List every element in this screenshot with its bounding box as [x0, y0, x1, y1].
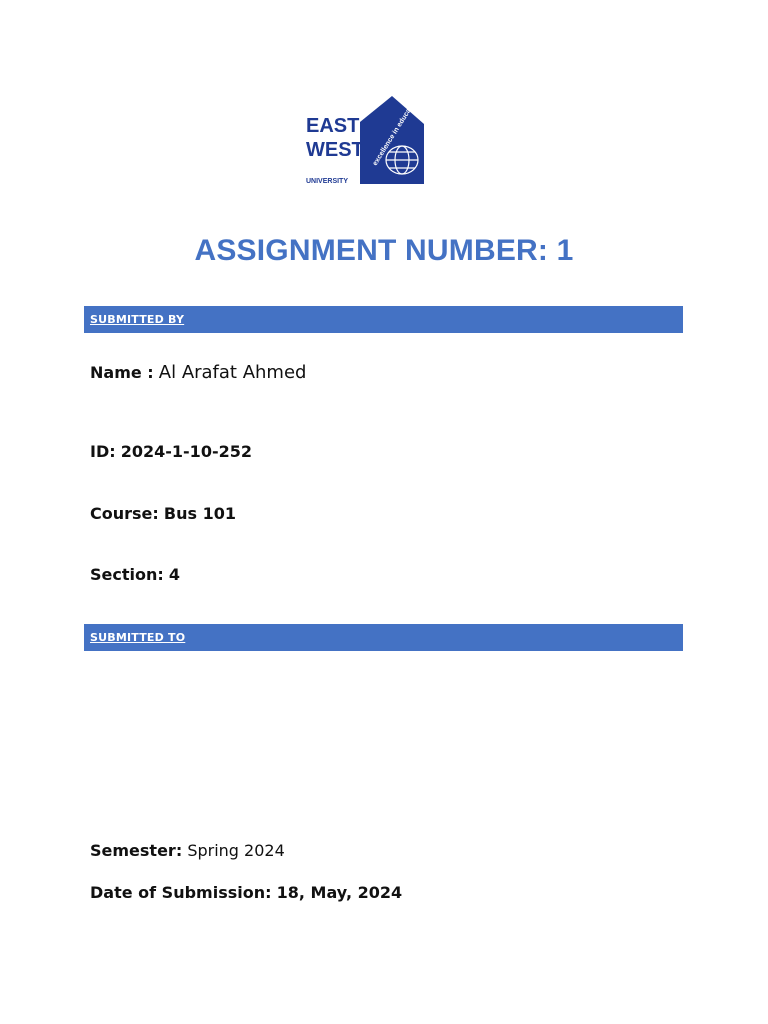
name-label: Name :	[90, 363, 154, 382]
university-logo	[306, 94, 446, 188]
course-label: Course:	[90, 504, 159, 523]
date-label: Date of Submission:	[90, 883, 272, 902]
id-field	[90, 442, 252, 461]
submitted-to-band	[84, 624, 683, 651]
id-label: ID:	[90, 442, 116, 461]
section-label: Section:	[90, 565, 164, 584]
name-value: Al Arafat Ahmed	[158, 362, 307, 383]
logo-west-text: WEST	[306, 139, 364, 161]
logo-graphic	[306, 94, 446, 188]
logo-tagline-text: excellence in education	[371, 96, 420, 168]
page-title: ASSIGNMENT NUMBER: 1	[194, 234, 574, 267]
logo-university-text: UNIVERSITY	[306, 178, 349, 185]
semester-label: Semester:	[90, 841, 183, 860]
section-value: 4	[168, 565, 181, 584]
id-value: 2024-1-10-252	[120, 442, 252, 461]
submitted-to-header: SUBMITTED TO	[90, 631, 186, 644]
semester-field	[90, 841, 285, 860]
name-field	[90, 362, 306, 383]
logo-east-text: EAST	[306, 115, 360, 137]
submitted-by-header: SUBMITTED BY	[90, 313, 185, 326]
course-value: Bus 101	[163, 504, 236, 523]
course-field	[90, 504, 236, 523]
semester-value: Spring 2024	[187, 841, 285, 860]
submitted-by-band	[84, 306, 683, 333]
date-value: 18, May, 2024	[276, 883, 403, 902]
date-field	[90, 883, 402, 902]
section-field	[90, 565, 180, 584]
